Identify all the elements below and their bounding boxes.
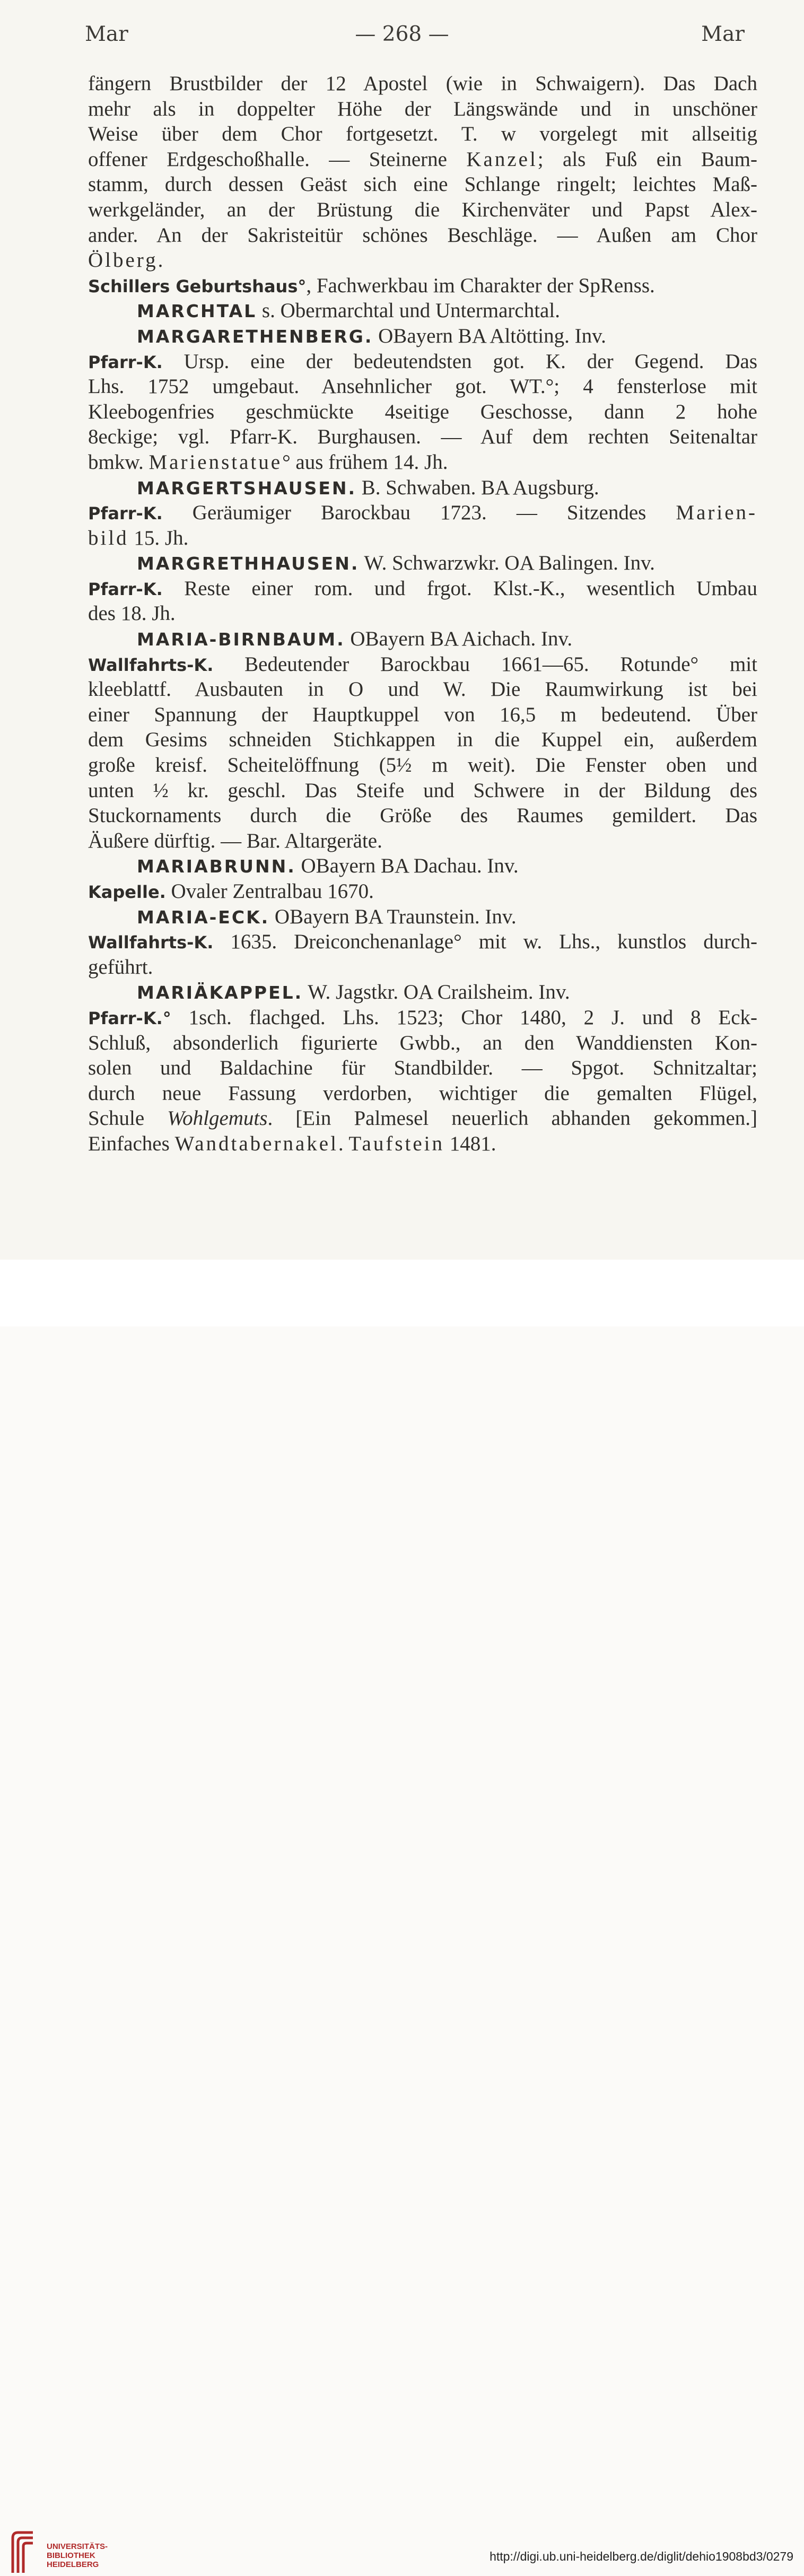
text-line: kleeblattf. Ausbauten in O und W. Die Raumwirkung ist bei xyxy=(88,678,757,701)
entry-label: Pfarr-K. xyxy=(88,503,163,524)
entry-line: Wallfahrts-K. Bedeutender Barockbau 1661—65. Rotunde° mit xyxy=(88,652,757,676)
entry-line: Pfarr-K. Reste einer rom. und frgot. Klst.-K., wesentlich Umbau xyxy=(88,577,757,600)
text-line: 8eckige; vgl. Pfarr-K. Burghausen. — Auf dem rechten Seitenaltar xyxy=(88,425,757,449)
place-heading: MARGRETHHAUSEN. W. Schwarzwkr. OA Balingen. Inv. xyxy=(137,552,655,575)
spaced-term: Marienstatue xyxy=(148,450,283,474)
text-line: Lhs. 1752 umgebaut. Ansehnlicher got. WT.°; 4 fensterlose mit xyxy=(88,375,757,398)
text-line: durch neue Fassung verdorben, wichtiger die gemalten Flügel, xyxy=(88,1081,757,1105)
permalink-url[interactable]: http://digi.ub.uni-heidelberg.de/diglit/dehio1908bd3/0279 xyxy=(490,2549,793,2563)
place-name: MARIÄKAPPEL. xyxy=(137,982,303,1003)
entry-line: Pfarr-K. Ursp. eine der bedeutendsten got. K. der Gegend. Das xyxy=(88,350,757,373)
entry-label: Pfarr-K.° xyxy=(88,1008,171,1028)
spaced-term: Wandtabernakel xyxy=(174,1132,338,1155)
text-line: bild 15. Jh. xyxy=(88,526,189,549)
place-heading: MARIÄKAPPEL. W. Jagstkr. OA Crailsheim. Inv. xyxy=(137,981,570,1004)
spaced-term: Marien- xyxy=(676,501,757,525)
text-line: geführt. xyxy=(88,955,153,979)
library-logo-icon xyxy=(10,2528,37,2576)
spaced-term: Taufstein xyxy=(348,1132,444,1155)
place-heading: MARGARETHENBERG. OBayern BA Altötting. Inv. xyxy=(137,324,606,347)
text-line: dem Gesims schneiden Stichkappen in die Kuppel ein, außerdem xyxy=(88,728,757,752)
entry-label: Pfarr-K. xyxy=(88,579,163,599)
place-name: MARCHTAL xyxy=(137,301,257,322)
text-line: stamm, durch dessen Geäst sich eine Schlange ringelt; leichtes Maß- xyxy=(88,173,757,196)
body-text xyxy=(88,71,757,1157)
text-line: mehr als in doppelter Höhe der Längswände und in unschöner xyxy=(88,97,757,120)
text-line: werkgeländer, an der Brüstung die Kirchenväter und Papst Alex- xyxy=(88,198,757,221)
text-line: einer Spannung der Hauptkuppel von 16,5 m bedeutend. Über xyxy=(88,703,757,726)
place-name: MARIA-BIRNBAUM. xyxy=(137,629,345,650)
text-line: Weise über dem Chor fortgesetzt. T. w vorgelegt mit allseitig xyxy=(88,123,757,146)
place-heading: MARIABRUNN. OBayern BA Dachau. Inv. xyxy=(137,854,519,878)
entry-label: Schillers Geburtshaus° xyxy=(88,276,307,296)
place-name: MARGARETHENBERG. xyxy=(137,326,373,347)
italic-name: Wohlgemuts xyxy=(167,1107,268,1130)
page-number: — 268 — xyxy=(355,22,449,46)
spaced-term: Kanzel xyxy=(466,147,538,171)
library-name: UNIVERSITÄTS- BIBLIOTHEK HEIDELBERG xyxy=(47,2542,108,2569)
entry-line: Schillers Geburtshaus°, Fachwerkbau im Charakter der SpRenss. xyxy=(88,274,655,297)
running-head-left: Mar xyxy=(85,22,128,46)
text-line: des 18. Jh. xyxy=(88,602,176,625)
viewer-footer xyxy=(0,1260,804,2569)
entry-line: Kapelle. Ovaler Zentralbau 1670. xyxy=(88,880,374,903)
place-name: MARIABRUNN. xyxy=(137,856,296,877)
entry-line: Wallfahrts-K. 1635. Dreiconchenanlage° mit w. Lhs., kunstlos durch- xyxy=(88,930,757,954)
entry-label: Kapelle. xyxy=(88,882,166,902)
place-name: MARGERTSHAUSEN. xyxy=(137,477,357,499)
text-line: solen und Baldachine für Standbilder. — Spgot. Schnitzaltar; xyxy=(88,1056,757,1080)
place-heading: MARCHTAL s. Obermarchtal und Untermarchtal. xyxy=(137,299,560,322)
entry-line: Pfarr-K. Geräumiger Barockbau 1723. — Sitzendes Marien- xyxy=(88,501,757,525)
text-line: große kreisf. Scheitelöffnung (5½ m weit). Die Fenster oben und xyxy=(88,754,757,777)
text-line: Stuckornaments durch die Größe des Raumes gemildert. Das xyxy=(88,804,757,827)
text-line: Schluß, absonderlich figurierte Gwbb., an den Wanddiensten Kon- xyxy=(88,1031,757,1054)
text-line: fängern Brustbilder der 12 Apostel (wie in Schwaigern). Das Dach xyxy=(88,72,757,95)
place-heading: MARIA-BIRNBAUM. OBayern BA Aichach. Inv. xyxy=(137,627,573,651)
entry-line: Pfarr-K.° 1sch. flachged. Lhs. 1523; Chor 1480, 2 J. und 8 Eck- xyxy=(88,1006,757,1029)
place-name: MARIA-ECK. xyxy=(137,906,270,928)
text-line: Schule Wohlgemuts. [Ein Palmesel neuerlich abhanden gekommen.] xyxy=(88,1107,757,1130)
text-line: offener Erdgeschoßhalle. — Steinerne Kanzel; als Fuß ein Baum- xyxy=(88,147,757,171)
spaced-term: bild xyxy=(88,526,129,549)
book-page xyxy=(0,0,804,1260)
entry-label: Wallfahrts-K. xyxy=(88,932,214,953)
entry-label: Pfarr-K. xyxy=(88,352,163,372)
text-line: Ölberg. xyxy=(88,249,165,272)
place-name: MARGRETHHAUSEN. xyxy=(137,553,360,574)
text-line: ander. An der Sakristeitür schönes Beschläge. — Außen am Chor xyxy=(88,223,757,247)
text-line: Einfaches Wandtabernakel. Taufstein 1481. xyxy=(88,1132,496,1155)
entry-label: Wallfahrts-K. xyxy=(88,654,214,675)
text-line: Äußere dürftig. — Bar. Altargeräte. xyxy=(88,829,382,852)
text-line: bmkw. Marienstatue° aus frühem 14. Jh. xyxy=(88,450,448,474)
place-heading: MARIA-ECK. OBayern BA Traunstein. Inv. xyxy=(137,905,517,928)
text-line: unten ½ kr. geschl. Das Steife und Schwere in der Bildung des xyxy=(88,779,757,802)
place-heading: MARGERTSHAUSEN. B. Schwaben. BA Augsburg. xyxy=(137,476,599,499)
text-line: Kleebogenfries geschmückte 4seitige Geschosse, dann 2 hohe xyxy=(88,400,757,423)
running-head-right: Mar xyxy=(701,22,745,46)
